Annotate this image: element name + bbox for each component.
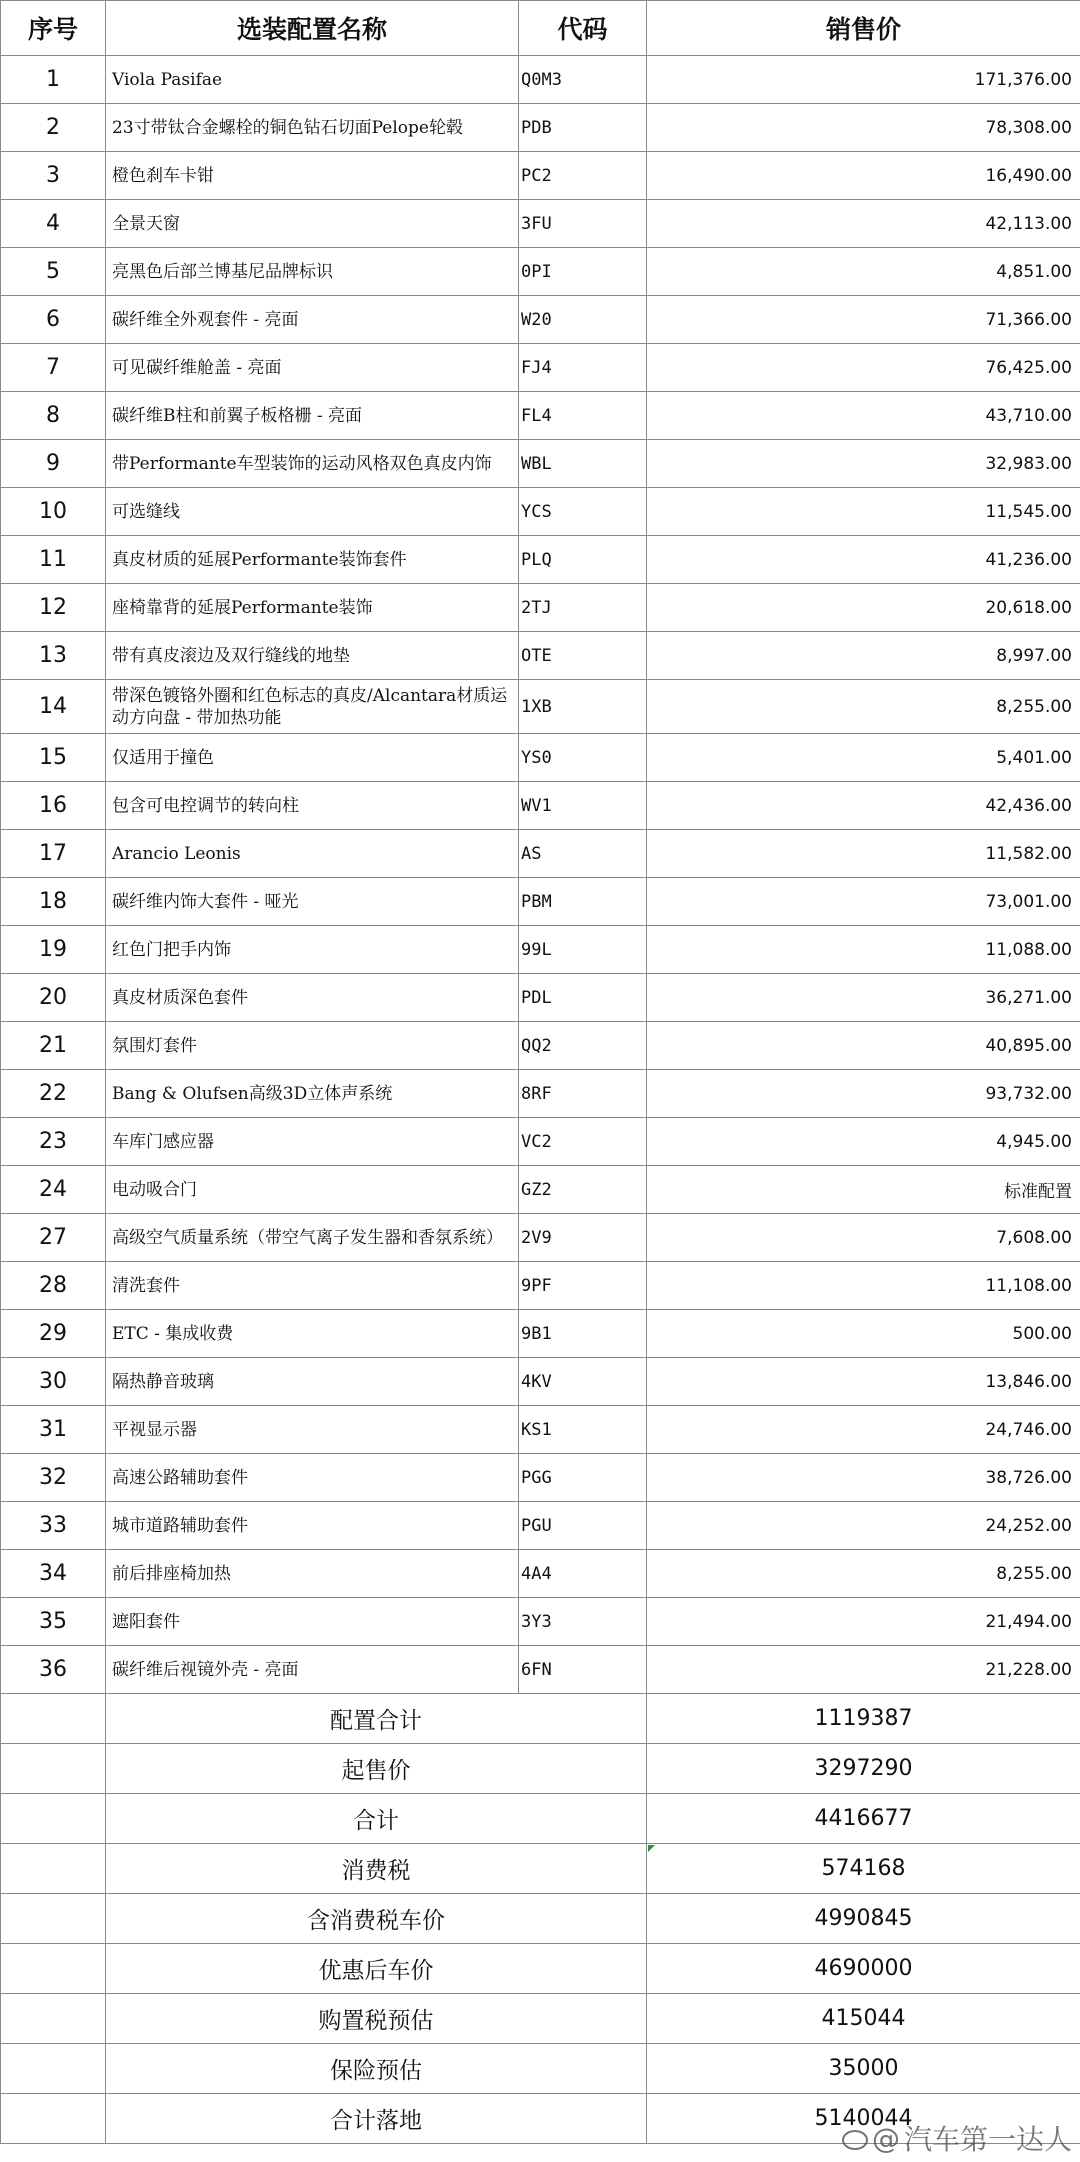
table-row — [1, 1310, 1080, 1358]
option-name: 清洗套件 — [106, 1262, 519, 1310]
table-row — [1, 680, 1080, 734]
option-code: 2TJ — [519, 584, 647, 632]
blank-cell — [1, 1994, 106, 2044]
table-row — [1, 152, 1080, 200]
header-code: 代码 — [519, 1, 647, 56]
watermark-text: 汽车第一达人 — [903, 2123, 1072, 2156]
row-index: 24 — [1, 1166, 106, 1214]
option-name: 碳纤维内饰大套件 - 哑光 — [106, 878, 519, 926]
option-name: 可选缝线 — [106, 488, 519, 536]
option-code: WBL — [519, 440, 647, 488]
option-code: 8RF — [519, 1070, 647, 1118]
option-price: 11,545.00 — [647, 488, 1080, 536]
row-index: 16 — [1, 782, 106, 830]
cell-comment-marker — [648, 1845, 655, 1852]
option-price: 8,255.00 — [647, 680, 1080, 734]
option-name: 带Performante车型装饰的运动风格双色真皮内饰 — [106, 440, 519, 488]
table-row — [1, 1214, 1080, 1262]
option-code: 2V9 — [519, 1214, 647, 1262]
option-name: 橙色刹车卡钳 — [106, 152, 519, 200]
row-index: 29 — [1, 1310, 106, 1358]
table-row — [1, 104, 1080, 152]
option-price: 40,895.00 — [647, 1022, 1080, 1070]
summary-value: 4416677 — [647, 1794, 1080, 1844]
header-price: 销售价 — [647, 1, 1080, 56]
table-row — [1, 1166, 1080, 1214]
option-code: PDL — [519, 974, 647, 1022]
header-index: 序号 — [1, 1, 106, 56]
option-code: PBM — [519, 878, 647, 926]
option-price: 21,494.00 — [647, 1598, 1080, 1646]
blank-cell — [1, 1744, 106, 1794]
summary-row — [1, 2044, 1080, 2094]
row-index: 11 — [1, 536, 106, 584]
option-name: 带深色镀铬外圈和红色标志的真皮/Alcantara材质运动方向盘 - 带加热功能 — [106, 680, 519, 734]
table-row — [1, 782, 1080, 830]
option-code: AS — [519, 830, 647, 878]
table-row — [1, 974, 1080, 1022]
option-price: 标准配置 — [647, 1166, 1080, 1214]
option-price: 20,618.00 — [647, 584, 1080, 632]
row-index: 31 — [1, 1406, 106, 1454]
option-code: PDB — [519, 104, 647, 152]
option-name: 前后排座椅加热 — [106, 1550, 519, 1598]
row-index: 21 — [1, 1022, 106, 1070]
option-price: 43,710.00 — [647, 392, 1080, 440]
summary-label: 保险预估 — [106, 2044, 647, 2094]
option-code: Q0M3 — [519, 56, 647, 104]
option-price: 8,255.00 — [647, 1550, 1080, 1598]
table-row — [1, 734, 1080, 782]
table-row — [1, 392, 1080, 440]
option-code: YCS — [519, 488, 647, 536]
table-row — [1, 1502, 1080, 1550]
option-name: 碳纤维后视镜外壳 - 亮面 — [106, 1646, 519, 1694]
option-name: 仅适用于撞色 — [106, 734, 519, 782]
table-row — [1, 1262, 1080, 1310]
summary-label: 起售价 — [106, 1744, 647, 1794]
table-row — [1, 1118, 1080, 1166]
row-index: 15 — [1, 734, 106, 782]
option-code: PGG — [519, 1454, 647, 1502]
table-row — [1, 536, 1080, 584]
option-price: 78,308.00 — [647, 104, 1080, 152]
table-row — [1, 488, 1080, 536]
row-index: 14 — [1, 680, 106, 734]
summary-row — [1, 1694, 1080, 1744]
option-code: 1XB — [519, 680, 647, 734]
option-code: 4KV — [519, 1358, 647, 1406]
row-index: 6 — [1, 296, 106, 344]
summary-label: 含消费税车价 — [106, 1894, 647, 1944]
option-price: 73,001.00 — [647, 878, 1080, 926]
table-row — [1, 248, 1080, 296]
blank-cell — [1, 1844, 106, 1894]
row-index: 18 — [1, 878, 106, 926]
option-name: 23寸带钛合金螺栓的铜色钻石切面Pelope轮毂 — [106, 104, 519, 152]
option-name: ETC - 集成收费 — [106, 1310, 519, 1358]
option-code: OTE — [519, 632, 647, 680]
option-code: PC2 — [519, 152, 647, 200]
option-name: 高级空气质量系统（带空气离子发生器和香氛系统） — [106, 1214, 519, 1262]
option-code: FL4 — [519, 392, 647, 440]
option-price: 11,108.00 — [647, 1262, 1080, 1310]
option-name: 可见碳纤维舱盖 - 亮面 — [106, 344, 519, 392]
row-index: 2 — [1, 104, 106, 152]
summary-label: 合计 — [106, 1794, 647, 1844]
header-option-name: 选装配置名称 — [106, 1, 519, 56]
row-index: 20 — [1, 974, 106, 1022]
option-code: 3FU — [519, 200, 647, 248]
blank-cell — [1, 2094, 106, 2144]
option-price: 500.00 — [647, 1310, 1080, 1358]
summary-value: 574168 — [647, 1844, 1080, 1894]
option-code: 99L — [519, 926, 647, 974]
option-name: 全景天窗 — [106, 200, 519, 248]
row-index: 32 — [1, 1454, 106, 1502]
summary-value: 4990845 — [647, 1894, 1080, 1944]
option-code: QQ2 — [519, 1022, 647, 1070]
weibo-logo-icon — [840, 2127, 868, 2149]
option-code: 9PF — [519, 1262, 647, 1310]
row-index: 3 — [1, 152, 106, 200]
table-row — [1, 1598, 1080, 1646]
option-code: 6FN — [519, 1646, 647, 1694]
option-price: 16,490.00 — [647, 152, 1080, 200]
table-row — [1, 1550, 1080, 1598]
row-index: 30 — [1, 1358, 106, 1406]
row-index: 36 — [1, 1646, 106, 1694]
option-name: 电动吸合门 — [106, 1166, 519, 1214]
summary-row — [1, 1794, 1080, 1844]
option-price: 38,726.00 — [647, 1454, 1080, 1502]
option-code: GZ2 — [519, 1166, 647, 1214]
row-index: 22 — [1, 1070, 106, 1118]
blank-cell — [1, 1894, 106, 1944]
row-index: 13 — [1, 632, 106, 680]
summary-value: 5140044 — [647, 2094, 1080, 2144]
row-index: 23 — [1, 1118, 106, 1166]
table-row — [1, 584, 1080, 632]
row-index: 4 — [1, 200, 106, 248]
table-row — [1, 926, 1080, 974]
summary-label: 配置合计 — [106, 1694, 647, 1744]
summary-row — [1, 1844, 1080, 1894]
row-index: 27 — [1, 1214, 106, 1262]
option-name: Arancio Leonis — [106, 830, 519, 878]
option-price: 21,228.00 — [647, 1646, 1080, 1694]
blank-cell — [1, 1944, 106, 1994]
option-name: 隔热静音玻璃 — [106, 1358, 519, 1406]
table-row — [1, 1646, 1080, 1694]
table-row — [1, 200, 1080, 248]
option-code: YS0 — [519, 734, 647, 782]
option-price: 7,608.00 — [647, 1214, 1080, 1262]
row-index: 8 — [1, 392, 106, 440]
blank-cell — [1, 2044, 106, 2094]
option-code: FJ4 — [519, 344, 647, 392]
summary-row — [1, 1744, 1080, 1794]
watermark: @ 汽车第一达人 — [840, 2118, 1072, 2158]
row-index: 17 — [1, 830, 106, 878]
summary-value: 1119387 — [647, 1694, 1080, 1744]
option-code: 9B1 — [519, 1310, 647, 1358]
option-price: 24,746.00 — [647, 1406, 1080, 1454]
row-index: 5 — [1, 248, 106, 296]
option-price: 42,436.00 — [647, 782, 1080, 830]
option-price: 36,271.00 — [647, 974, 1080, 1022]
option-price: 4,851.00 — [647, 248, 1080, 296]
option-code: PGU — [519, 1502, 647, 1550]
summary-row — [1, 1994, 1080, 2044]
summary-row — [1, 1944, 1080, 1994]
option-name: 亮黑色后部兰博基尼品牌标识 — [106, 248, 519, 296]
option-code: 3Y3 — [519, 1598, 647, 1646]
row-index: 33 — [1, 1502, 106, 1550]
summary-label: 消费税 — [106, 1844, 647, 1894]
option-name: 城市道路辅助套件 — [106, 1502, 519, 1550]
option-price: 71,366.00 — [647, 296, 1080, 344]
row-index: 7 — [1, 344, 106, 392]
table-row — [1, 1070, 1080, 1118]
option-price: 42,113.00 — [647, 200, 1080, 248]
option-code: KS1 — [519, 1406, 647, 1454]
blank-cell — [1, 1794, 106, 1844]
option-price: 8,997.00 — [647, 632, 1080, 680]
option-price: 93,732.00 — [647, 1070, 1080, 1118]
table-row — [1, 344, 1080, 392]
row-index: 28 — [1, 1262, 106, 1310]
row-index: 12 — [1, 584, 106, 632]
option-name: 带有真皮滚边及双行缝线的地垫 — [106, 632, 519, 680]
option-price: 5,401.00 — [647, 734, 1080, 782]
option-name: 高速公路辅助套件 — [106, 1454, 519, 1502]
option-name: 车库门感应器 — [106, 1118, 519, 1166]
table-row — [1, 1022, 1080, 1070]
table-row — [1, 632, 1080, 680]
summary-label: 合计落地 — [106, 2094, 647, 2144]
option-name: Viola Pasifae — [106, 56, 519, 104]
summary-value: 35000 — [647, 2044, 1080, 2094]
option-code: 0PI — [519, 248, 647, 296]
summary-label: 购置税预估 — [106, 1994, 647, 2044]
row-index: 10 — [1, 488, 106, 536]
option-price: 76,425.00 — [647, 344, 1080, 392]
option-price: 171,376.00 — [647, 56, 1080, 104]
table-row — [1, 830, 1080, 878]
option-name: 氛围灯套件 — [106, 1022, 519, 1070]
summary-value: 415044 — [647, 1994, 1080, 2044]
header-row — [1, 1, 1080, 56]
option-code: WV1 — [519, 782, 647, 830]
option-price: 11,088.00 — [647, 926, 1080, 974]
summary-value: 4690000 — [647, 1944, 1080, 1994]
option-name: Bang & Olufsen高级3D立体声系统 — [106, 1070, 519, 1118]
table-row — [1, 878, 1080, 926]
table-row — [1, 1454, 1080, 1502]
table-row — [1, 56, 1080, 104]
summary-value: 3297290 — [647, 1744, 1080, 1794]
table-row — [1, 1358, 1080, 1406]
table-row — [1, 1406, 1080, 1454]
table-row — [1, 440, 1080, 488]
table-row — [1, 296, 1080, 344]
option-code: W20 — [519, 296, 647, 344]
option-code: VC2 — [519, 1118, 647, 1166]
option-price: 4,945.00 — [647, 1118, 1080, 1166]
option-price: 32,983.00 — [647, 440, 1080, 488]
option-name: 真皮材质的延展Performante装饰套件 — [106, 536, 519, 584]
option-price: 24,252.00 — [647, 1502, 1080, 1550]
option-price: 41,236.00 — [647, 536, 1080, 584]
blank-cell — [1, 1694, 106, 1744]
row-index: 1 — [1, 56, 106, 104]
option-name: 遮阳套件 — [106, 1598, 519, 1646]
option-name: 红色门把手内饰 — [106, 926, 519, 974]
row-index: 34 — [1, 1550, 106, 1598]
option-name: 碳纤维B柱和前翼子板格栅 - 亮面 — [106, 392, 519, 440]
option-name: 平视显示器 — [106, 1406, 519, 1454]
row-index: 9 — [1, 440, 106, 488]
option-name: 包含可电控调节的转向柱 — [106, 782, 519, 830]
row-index: 19 — [1, 926, 106, 974]
option-name: 碳纤维全外观套件 - 亮面 — [106, 296, 519, 344]
option-name: 真皮材质深色套件 — [106, 974, 519, 1022]
option-name: 座椅靠背的延展Performante装饰 — [106, 584, 519, 632]
row-index: 35 — [1, 1598, 106, 1646]
summary-row — [1, 1894, 1080, 1944]
option-code: PLQ — [519, 536, 647, 584]
option-price: 13,846.00 — [647, 1358, 1080, 1406]
option-code: 4A4 — [519, 1550, 647, 1598]
summary-label: 优惠后车价 — [106, 1944, 647, 1994]
option-price: 11,582.00 — [647, 830, 1080, 878]
